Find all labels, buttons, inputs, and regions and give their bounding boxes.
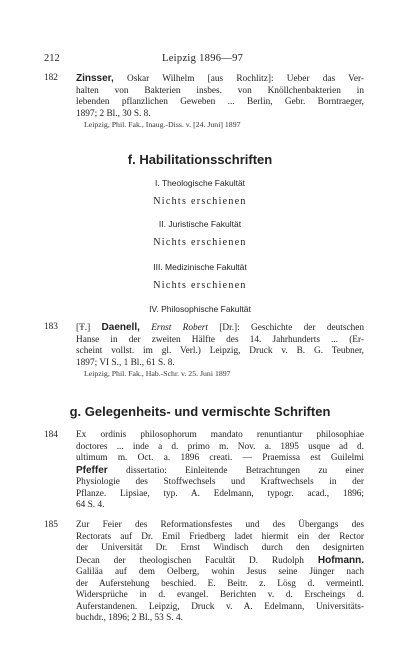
section-heading-f: f. Habilitationsschriften: [127, 152, 273, 167]
author-name: Pfeffer: [76, 464, 108, 476]
nothing-published: Nichts erschienen: [153, 237, 247, 248]
faculty-philosophy: IV. Philosophische Fakultät: [149, 304, 251, 314]
author-name: Zinsser,: [76, 73, 114, 84]
entry-184: 184 Ex ordinis philosophorum mandato renuntiantur philosophiae doctores ... inde a d. primo m. Nov. a. 1895 usque ad d. ultimum m. Oct. a. 1896 creati. — Praemissa est Guilelmi Pfeffer dissertatio: Einleitende Betrachtungen zu einer Physiologie des Stoffwechsels und Kraftwechsels in der Pflanze. Lipsiae, typ. A. Edelmann, typogr. acad., 1896; 64 S. 4.: [44, 430, 364, 510]
author-name: Daenell,: [101, 322, 140, 333]
entry-note: Leipzig, Phil. Fak., Inaug.-Diss. v. [24. Juni] 1897: [84, 120, 241, 129]
author-name: Hofmann.: [317, 554, 364, 566]
entry-marker: [Ŧ.]: [76, 323, 91, 333]
entry-185: 185 Zur Feier des Reformationsfestes und des Übergangs des Rectorats auf Dr. Emil Friedberg ladet hiermit ein der Rector der Universität Dr. Ernst Windisch durch den designirten Decan der theologischen Facultät D. Rudolph Hofmann. Galiläa auf dem Oelberg, wohin Jesus seine Jünger nach der Auferstehung beschied. E. Beitr. z. Lösg d. vermeintl. Widersprüche in d. evangel. Berichten v. d. Erscheings d. Auferstandenen. Leipzig, Druck v. A. Edelmann, Universitäts- buchdr., 1896; 2 Bl., 53 S. 4.: [44, 520, 364, 623]
entry-number: 184: [44, 430, 58, 440]
faculty-law: II. Juristische Fakultät: [158, 219, 242, 229]
entry-number: 183: [44, 322, 58, 332]
faculty-medicine: III. Medizinische Fakultät: [153, 262, 247, 272]
nothing-published: Nichts erschienen: [153, 280, 247, 291]
entry-182: 182 Zinsser, Oskar Wilhelm [aus Rochlitz]: Ueber das Ver- halten von Bakterien insbes. von Knöllchenbakterien in lebenden pflanzlichen Geweben ... Berlin, Gebr. Borntraeger, 1897; 2 Bl., 30 S. 8. Leipzig, Phil. Fak., Inaug.-Diss. v. [24. Juni] 1897: [44, 73, 364, 129]
entry-note: Leipzig, Phil. Fak., Hab.-Schr. v. 25. Juni 1897: [84, 369, 231, 378]
entry-number: 182: [44, 73, 58, 83]
page-header: [44, 53, 362, 67]
entry-183: 183 [Ŧ.] Daenell, Ernst Robert [Dr.]: Geschichte der deutschen Hanse in der zweiten Hälfte des 14. Jahrhunderts ... (Er- scheint vollst. im gl. Verl.) Leipzig, Druck v. B. G. Teubner, 1897; VI S., 1 Bl., 61 S. 8. Leipzig, Phil. Fak., Hab.-Schr. v. 25. Juni 1897: [44, 322, 364, 378]
entry-number: 185: [44, 520, 58, 530]
running-title: Leipzig 1896—97: [162, 53, 244, 64]
section-heading-g: g. Gelegenheits- und vermischte Schriften: [69, 404, 331, 419]
faculty-theology: I. Theologische Fakultät: [154, 178, 246, 188]
nothing-published: Nichts erschienen: [153, 196, 247, 207]
page-number: 212: [44, 53, 60, 64]
